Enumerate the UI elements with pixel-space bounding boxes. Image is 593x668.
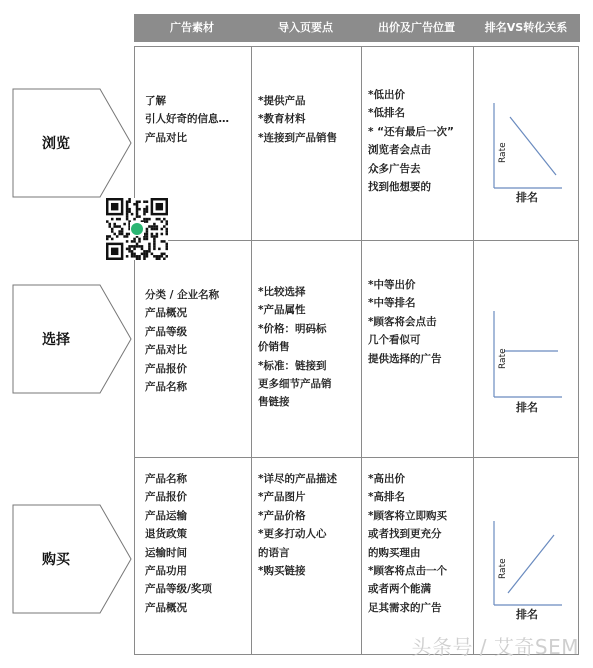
cell-line: 产品对比 — [145, 131, 187, 144]
y-axis-label: Rate — [498, 348, 508, 369]
landing-cell-browse — [258, 92, 337, 147]
cell-line: *中等排名 — [368, 297, 416, 310]
cell-line: 产品名称 — [145, 381, 187, 394]
cell-line: 产品概况 — [145, 601, 187, 614]
watermark: 头条号 / 艾奇SEM — [411, 635, 579, 659]
cell-line: 足其需求的广告 — [368, 601, 442, 614]
stage-label: 浏览 — [42, 136, 70, 152]
cell-line: *更多打动人心 — [258, 528, 327, 541]
cell-line: *连接到产品销售 — [258, 131, 337, 144]
bidding-cell-buy — [368, 470, 447, 617]
qr-code-graphic — [106, 198, 168, 260]
header-bidding: 出价及广告位置 — [378, 21, 455, 34]
table-header — [134, 14, 580, 42]
x-axis-label: 排名 — [516, 191, 538, 204]
cell-line: 了解 — [145, 95, 166, 107]
cell-line: 几个看似可 — [368, 334, 421, 347]
cell-line: 引人好奇的信息… — [145, 113, 229, 126]
y-axis-label: Rate — [498, 558, 508, 579]
cell-line: 分类 / 企业名称 — [145, 289, 220, 301]
cell-line: 浏览者会点击 — [368, 144, 431, 157]
cell-line: 产品运输 — [145, 509, 187, 522]
header-landing: 导入页要点 — [278, 21, 333, 34]
header-rank-vs-conversion: 排名VS转化关系 — [484, 21, 568, 34]
materials-cell-select — [145, 286, 219, 396]
cell-line: *顾客将点击一个 — [368, 565, 447, 578]
cell-line: 价销售 — [258, 341, 290, 354]
cell-line: *顾客将会点击 — [368, 315, 437, 328]
cell-line: *购买链接 — [258, 565, 306, 578]
cell-line: 的购买理由 — [368, 546, 421, 559]
cell-line: *低排名 — [368, 107, 405, 120]
cell-line: 售链接 — [258, 396, 290, 409]
mini-chart-browse — [480, 95, 575, 205]
cell-line: * “还有最后一次” — [368, 125, 454, 138]
stage-arrow-browse — [12, 88, 132, 198]
x-axis-label: 排名 — [516, 608, 538, 621]
cell-line: 产品名称 — [145, 473, 187, 485]
cell-line: 产品概况 — [145, 307, 187, 320]
cell-line: *比较选择 — [258, 286, 306, 298]
cell-line: *产品价格 — [258, 509, 306, 522]
trend-line-up — [508, 535, 554, 593]
cell-line: 产品等级 — [145, 325, 187, 338]
stage-arrow-buy — [12, 504, 132, 614]
materials-cell-buy — [145, 470, 212, 617]
cell-line: *顾客将立即购买 — [368, 509, 447, 522]
column-divider — [361, 46, 362, 655]
cell-line: 产品报价 — [145, 491, 187, 504]
cell-line: *教育材料 — [258, 113, 306, 126]
cell-line: 或者找到更充分 — [368, 528, 442, 541]
cell-line: 更多细节产品销 — [258, 378, 332, 391]
cell-line: *标准：链接到 — [258, 359, 327, 372]
mini-chart-buy — [480, 513, 575, 623]
cell-line: 众多广告去 — [368, 162, 421, 175]
cell-line: 产品报价 — [145, 362, 187, 375]
cell-line: 或者两个能满 — [368, 583, 431, 596]
cell-line: *中等出价 — [368, 279, 416, 291]
landing-cell-buy — [258, 470, 337, 580]
qr-code-icon — [106, 198, 168, 260]
cell-line: 产品等级/奖项 — [145, 583, 212, 596]
cell-line: *详尽的产品描述 — [258, 473, 337, 485]
cell-line: 找到他想要的 — [368, 181, 431, 194]
cell-line: *高排名 — [368, 491, 405, 504]
bidding-cell-browse — [368, 86, 454, 196]
cell-line: 产品对比 — [145, 344, 187, 357]
stage-label: 购买 — [42, 552, 70, 568]
cell-line: *提供产品 — [258, 95, 306, 107]
trend-line-down — [510, 117, 556, 175]
cell-line: *产品属性 — [258, 304, 306, 317]
cell-line: 产品功用 — [145, 565, 187, 578]
column-divider — [251, 46, 252, 655]
cell-line: 运输时间 — [145, 546, 187, 559]
row-divider — [134, 457, 579, 458]
landing-cell-select — [258, 283, 332, 412]
mini-chart-select — [480, 305, 575, 415]
cell-line: 提供选择的广告 — [368, 352, 442, 365]
row-divider — [134, 240, 579, 241]
cell-line: 的语言 — [258, 546, 290, 559]
materials-cell-browse — [145, 92, 229, 147]
cell-line: 退货政策 — [145, 528, 187, 541]
cell-line: *价格：明码标 — [258, 322, 327, 335]
column-divider — [473, 46, 474, 655]
bidding-cell-select — [368, 276, 442, 368]
cell-line: *产品图片 — [258, 491, 306, 504]
header-materials: 广告素材 — [170, 21, 214, 34]
y-axis-label: Rate — [498, 142, 508, 163]
cell-line: *高出价 — [368, 473, 405, 485]
stage-label: 选择 — [42, 332, 70, 348]
cell-line: *低出价 — [368, 89, 405, 101]
stage-arrow-select — [12, 284, 132, 394]
x-axis-label: 排名 — [516, 401, 538, 414]
